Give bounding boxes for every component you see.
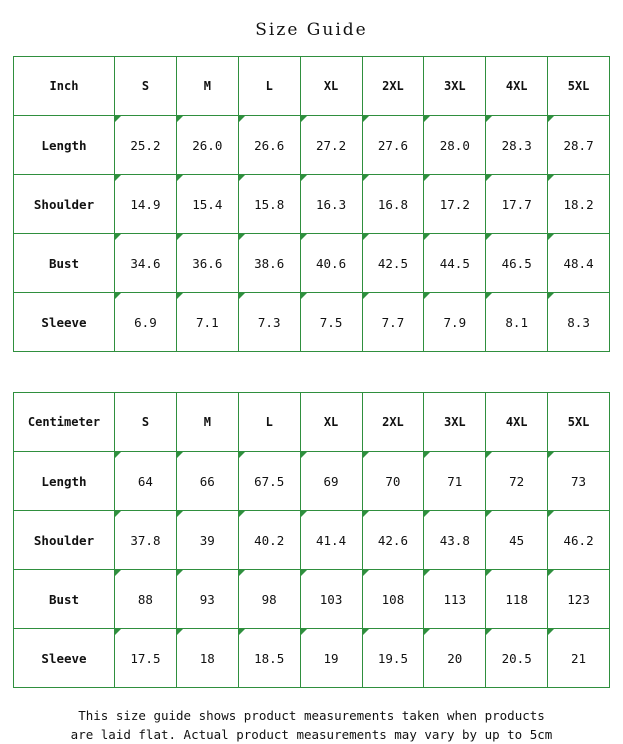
measurement-value-cell: 71 <box>424 452 486 511</box>
size-table-centimeter <box>13 392 610 688</box>
size-header-cell: S <box>115 393 177 452</box>
measurement-value-cell: 26.6 <box>238 116 300 175</box>
measurement-value-cell: 36.6 <box>176 234 238 293</box>
size-header-cell: L <box>238 393 300 452</box>
measurement-value-cell: 8.1 <box>486 293 548 352</box>
size-header-cell: XL <box>300 393 362 452</box>
measurement-value-cell: 18 <box>176 629 238 688</box>
unit-header-cell: Centimeter <box>14 393 115 452</box>
measurement-value-cell: 103 <box>300 570 362 629</box>
measurement-value-cell: 69 <box>300 452 362 511</box>
measurement-value-cell: 16.8 <box>362 175 424 234</box>
size-header-cell: 2XL <box>362 393 424 452</box>
measurement-value-cell: 113 <box>424 570 486 629</box>
measurement-value-cell: 118 <box>486 570 548 629</box>
measurement-value-cell: 27.6 <box>362 116 424 175</box>
measurement-value-cell: 7.3 <box>238 293 300 352</box>
measurement-value-cell: 46.5 <box>486 234 548 293</box>
measurement-value-cell: 42.5 <box>362 234 424 293</box>
measurement-value-cell: 19 <box>300 629 362 688</box>
measurement-value-cell: 21 <box>548 629 610 688</box>
measurement-value-cell: 16.3 <box>300 175 362 234</box>
table-row <box>14 293 610 352</box>
measurement-value-cell: 28.7 <box>548 116 610 175</box>
measurement-value-cell: 28.0 <box>424 116 486 175</box>
measurement-label-cell: Length <box>14 452 115 511</box>
measurement-value-cell: 40.2 <box>238 511 300 570</box>
size-header-cell: 5XL <box>548 393 610 452</box>
measurement-value-cell: 93 <box>176 570 238 629</box>
measurement-value-cell: 15.8 <box>238 175 300 234</box>
measurement-value-cell: 7.1 <box>176 293 238 352</box>
footnote <box>13 688 610 744</box>
measurement-value-cell: 17.7 <box>486 175 548 234</box>
size-header-cell: M <box>176 57 238 116</box>
measurement-value-cell: 25.2 <box>115 116 177 175</box>
measurement-value-cell: 48.4 <box>548 234 610 293</box>
size-header-cell: 3XL <box>424 57 486 116</box>
table-header-row <box>14 393 610 452</box>
measurement-label-cell: Sleeve <box>14 629 115 688</box>
table-row <box>14 511 610 570</box>
measurement-value-cell: 67.5 <box>238 452 300 511</box>
page-title: Size Guide <box>255 20 368 40</box>
measurement-value-cell: 42.6 <box>362 511 424 570</box>
measurement-value-cell: 66 <box>176 452 238 511</box>
unit-header-cell: Inch <box>14 57 115 116</box>
size-table-inch <box>13 56 610 352</box>
table-spacer <box>0 352 623 392</box>
table-row <box>14 175 610 234</box>
table-row <box>14 234 610 293</box>
measurement-value-cell: 28.3 <box>486 116 548 175</box>
measurement-value-cell: 40.6 <box>300 234 362 293</box>
measurement-label-cell: Shoulder <box>14 511 115 570</box>
measurement-value-cell: 88 <box>115 570 177 629</box>
table-row <box>14 116 610 175</box>
measurement-label-cell: Sleeve <box>14 293 115 352</box>
measurement-value-cell: 44.5 <box>424 234 486 293</box>
measurement-value-cell: 14.9 <box>115 175 177 234</box>
measurement-label-cell: Shoulder <box>14 175 115 234</box>
measurement-value-cell: 8.3 <box>548 293 610 352</box>
measurement-value-cell: 19.5 <box>362 629 424 688</box>
measurement-value-cell: 37.8 <box>115 511 177 570</box>
measurement-value-cell: 18.5 <box>238 629 300 688</box>
size-header-cell: 3XL <box>424 393 486 452</box>
measurement-value-cell: 7.7 <box>362 293 424 352</box>
measurement-value-cell: 18.2 <box>548 175 610 234</box>
size-table-centimeter-body <box>14 393 610 688</box>
footnote-line-2: are laid flat. Actual product measurements may vary by up to 5cm <box>70 727 553 742</box>
measurement-label-cell: Bust <box>14 570 115 629</box>
size-header-cell: M <box>176 393 238 452</box>
measurement-value-cell: 17.2 <box>424 175 486 234</box>
measurement-value-cell: 43.8 <box>424 511 486 570</box>
measurement-value-cell: 7.5 <box>300 293 362 352</box>
measurement-value-cell: 46.2 <box>548 511 610 570</box>
measurement-value-cell: 98 <box>238 570 300 629</box>
measurement-value-cell: 15.4 <box>176 175 238 234</box>
measurement-value-cell: 6.9 <box>115 293 177 352</box>
size-header-cell: 2XL <box>362 57 424 116</box>
size-header-cell: 4XL <box>486 393 548 452</box>
measurement-value-cell: 72 <box>486 452 548 511</box>
size-header-cell: XL <box>300 57 362 116</box>
measurement-label-cell: Bust <box>14 234 115 293</box>
size-header-cell: L <box>238 57 300 116</box>
size-header-cell: 5XL <box>548 57 610 116</box>
measurement-value-cell: 26.0 <box>176 116 238 175</box>
size-table-inch-body <box>14 57 610 352</box>
measurement-value-cell: 70 <box>362 452 424 511</box>
table-row <box>14 629 610 688</box>
size-header-cell: S <box>115 57 177 116</box>
measurement-value-cell: 39 <box>176 511 238 570</box>
measurement-value-cell: 17.5 <box>115 629 177 688</box>
measurement-value-cell: 38.6 <box>238 234 300 293</box>
size-header-cell: 4XL <box>486 57 548 116</box>
table-row <box>14 570 610 629</box>
measurement-value-cell: 27.2 <box>300 116 362 175</box>
measurement-value-cell: 64 <box>115 452 177 511</box>
measurement-label-cell: Length <box>14 116 115 175</box>
measurement-value-cell: 45 <box>486 511 548 570</box>
measurement-value-cell: 20.5 <box>486 629 548 688</box>
measurement-value-cell: 123 <box>548 570 610 629</box>
measurement-value-cell: 73 <box>548 452 610 511</box>
table-row <box>14 452 610 511</box>
measurement-value-cell: 108 <box>362 570 424 629</box>
measurement-value-cell: 41.4 <box>300 511 362 570</box>
measurement-value-cell: 7.9 <box>424 293 486 352</box>
measurement-value-cell: 20 <box>424 629 486 688</box>
footnote-line-1: This size guide shows product measurements taken when products <box>78 708 545 723</box>
table-header-row <box>14 57 610 116</box>
measurement-value-cell: 34.6 <box>115 234 177 293</box>
